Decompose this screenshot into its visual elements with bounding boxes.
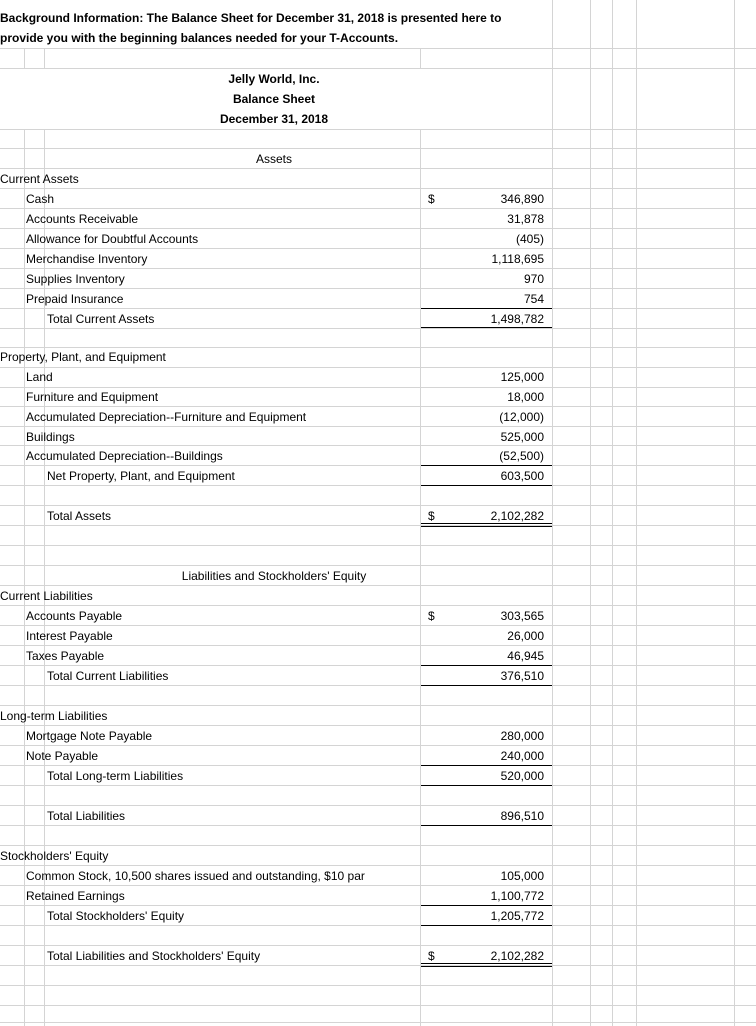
- line-item-label: Common Stock, 10,500 shares issued and outstanding, $10 par: [26, 869, 365, 883]
- line-item-value: 303,565: [500, 609, 544, 623]
- line-item-label: Accounts Payable: [26, 609, 123, 623]
- total-label: Total Stockholders' Equity: [47, 909, 185, 923]
- grid-row-line: [0, 645, 756, 646]
- total-underline: [421, 485, 552, 486]
- total-underline: [421, 685, 552, 686]
- grid-col-line: [420, 0, 421, 1026]
- subtotal-underline: [421, 465, 552, 466]
- grid-row-line: [0, 805, 756, 806]
- line-item-label: Retained Earnings: [26, 889, 125, 903]
- double-underline: [421, 523, 552, 527]
- grid-row-line: [0, 965, 756, 966]
- total-underline: [421, 825, 552, 826]
- total-value: 520,000: [500, 769, 544, 783]
- equity-label: Stockholders' Equity: [0, 849, 109, 863]
- longterm-liabilities-label: Long-term Liabilities: [0, 709, 108, 723]
- total-underline: [421, 925, 552, 926]
- grid-row-line: [0, 228, 756, 229]
- total-liabilities-value: 896,510: [500, 809, 544, 823]
- grid-row-line: [0, 525, 756, 526]
- grid-row-line: [0, 625, 756, 626]
- total-label: Total Current Assets: [47, 312, 155, 326]
- line-item-value: 31,878: [507, 212, 544, 226]
- line-item-value: 280,000: [500, 729, 544, 743]
- grid-row-line: [0, 168, 756, 169]
- grid-row-line: [0, 328, 756, 329]
- line-item-value: 240,000: [500, 749, 544, 763]
- grid-row-line: [0, 985, 756, 986]
- grid-col-line: [552, 0, 553, 1026]
- line-item-label: Accumulated Depreciation--Furniture and Equipment: [26, 410, 307, 424]
- total-underline: [421, 327, 552, 328]
- line-item-label: Merchandise Inventory: [26, 252, 148, 266]
- dollar-sign: $: [428, 609, 435, 623]
- line-item-value: 970: [523, 272, 544, 286]
- total-label: Total Long-term Liabilities: [47, 769, 184, 783]
- grid-row-line: [0, 1005, 756, 1006]
- subtotal-underline: [421, 665, 552, 666]
- grid-row-line: [0, 865, 756, 866]
- total-label: Total Current Liabilities: [47, 669, 169, 683]
- total-underline: [421, 785, 552, 786]
- line-item-value: 125,000: [500, 370, 544, 384]
- total-label: Net Property, Plant, and Equipment: [47, 469, 235, 483]
- total-assets-label: Total Assets: [47, 509, 112, 523]
- line-item-label: Interest Payable: [26, 629, 113, 643]
- grid-row-line: [0, 585, 756, 586]
- grid-row-line: [0, 785, 756, 786]
- grid-row-line: [0, 426, 756, 427]
- line-item-value: 525,000: [500, 430, 544, 444]
- grid-row-line: [0, 387, 756, 388]
- grand-total-value: 2,102,282: [490, 949, 544, 963]
- line-item-label: Note Payable: [26, 749, 99, 763]
- grid-row-line: [0, 367, 756, 368]
- subtotal-underline: [421, 905, 552, 906]
- grid-row-line: [0, 765, 756, 766]
- dollar-sign: $: [428, 192, 435, 206]
- grid-row-line: [0, 685, 756, 686]
- line-item-label: Mortgage Note Payable: [26, 729, 153, 743]
- line-item-value: 1,118,695: [491, 252, 544, 266]
- grid-col-line: [24, 0, 25, 1026]
- current-assets-label: Current Assets: [0, 172, 79, 186]
- subtotal-underline: [421, 308, 552, 309]
- grid-row-line: [0, 925, 756, 926]
- grid-row-line: [0, 545, 756, 546]
- grid-row-line: [0, 288, 756, 289]
- grid-row-line: [0, 705, 756, 706]
- intro-line-2: provide you with the beginning balances needed for your T-Accounts.: [0, 31, 399, 45]
- grid-row-line: [0, 308, 756, 309]
- grid-row-line: [0, 406, 756, 407]
- grid-row-line: [0, 945, 756, 946]
- grid-row-line: [0, 745, 756, 746]
- dollar-sign: $: [428, 509, 435, 523]
- statement-title: Balance Sheet: [232, 92, 316, 106]
- grid-row-line: [0, 665, 756, 666]
- grid-row-line: [0, 485, 756, 486]
- grid-row-line: [0, 465, 756, 466]
- line-item-value: 754: [523, 292, 544, 306]
- total-assets-value: 2,102,282: [490, 509, 544, 523]
- grid-row-line: [0, 885, 756, 886]
- total-value: 603,500: [500, 469, 544, 483]
- grid-col-line: [636, 0, 637, 1026]
- assets-heading: Assets: [255, 152, 292, 166]
- grid-row-line: [0, 905, 756, 906]
- grid-row-line: [0, 725, 756, 726]
- grid-row-line: [0, 208, 756, 209]
- grid-row-line: [0, 188, 756, 189]
- company-name: Jelly World, Inc.: [228, 72, 320, 86]
- total-value: 1,205,772: [490, 909, 544, 923]
- grid-row-line: [0, 48, 756, 49]
- line-item-label: Allowance for Doubtful Accounts: [26, 232, 199, 246]
- line-item-value: 18,000: [507, 390, 544, 404]
- line-item-label: Supplies Inventory: [26, 272, 125, 286]
- line-item-label: Accounts Receivable: [26, 212, 139, 226]
- liabilities-heading: Liabilities and Stockholders' Equity: [181, 569, 367, 583]
- grid-row-line: [0, 825, 756, 826]
- line-item-value: 46,945: [507, 649, 544, 663]
- total-value: 376,510: [500, 669, 544, 683]
- grid-col-line: [612, 0, 613, 1026]
- line-item-label: Cash: [26, 192, 55, 206]
- grid-row-line: [0, 565, 756, 566]
- total-liabilities-label: Total Liabilities: [47, 809, 126, 823]
- double-underline: [421, 963, 552, 967]
- ppe-label: Property, Plant, and Equipment: [0, 350, 166, 364]
- grid-col-line: [734, 0, 735, 1026]
- grid-row-line: [0, 347, 756, 348]
- line-item-label: Prepaid Insurance: [26, 292, 124, 306]
- statement-date: December 31, 2018: [219, 112, 329, 126]
- grid-row-line: [0, 505, 756, 506]
- intro-line-1: Background Information: The Balance Sheet for December 31, 2018 is presented here to: [0, 11, 502, 25]
- grand-total-label: Total Liabilities and Stockholders' Equity: [47, 949, 261, 963]
- grid-row-line: [0, 129, 756, 130]
- subtotal-underline: [421, 765, 552, 766]
- grid-row-line: [0, 845, 756, 846]
- line-item-label: Land: [26, 370, 53, 384]
- line-item-value: 346,890: [500, 192, 544, 206]
- line-item-label: Buildings: [26, 430, 75, 444]
- line-item-value: 1,100,772: [490, 889, 544, 903]
- grid-row-line: [0, 445, 756, 446]
- dollar-sign: $: [428, 949, 435, 963]
- line-item-label: Taxes Payable: [26, 649, 105, 663]
- line-item-value: (12,000): [499, 410, 544, 424]
- line-item-value: (52,500): [499, 449, 544, 463]
- grid-row-line: [0, 1022, 756, 1023]
- line-item-value: 105,000: [500, 869, 544, 883]
- grid-col-line: [590, 0, 591, 1026]
- grid-row-line: [0, 148, 756, 149]
- current-liabilities-label: Current Liabilities: [0, 589, 93, 603]
- line-item-label: Furniture and Equipment: [26, 390, 159, 404]
- line-item-value: (405): [515, 232, 544, 246]
- line-item-label: Accumulated Depreciation--Buildings: [26, 449, 223, 463]
- line-item-value: 26,000: [507, 629, 544, 643]
- grid-row-line: [0, 268, 756, 269]
- total-value: 1,498,782: [490, 312, 544, 326]
- grid-row-line: [0, 248, 756, 249]
- grid-row-line: [0, 605, 756, 606]
